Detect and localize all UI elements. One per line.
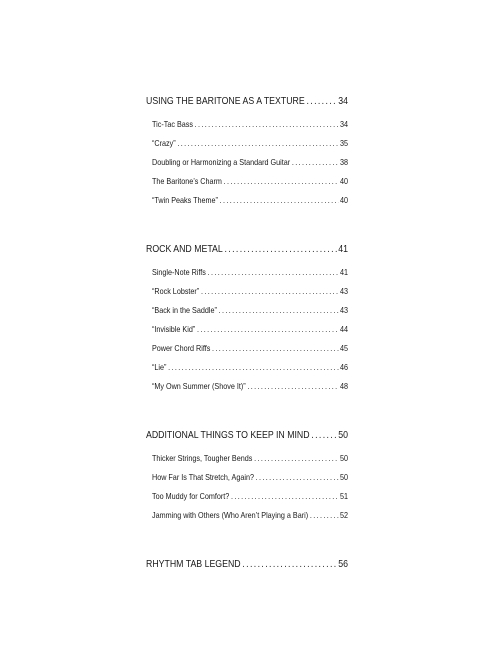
entry-page-number: 52 [339,510,349,520]
entry-title: “Invisible Kid” [152,324,196,334]
entry-page-number: 51 [339,491,349,501]
entry-title: Single-Note Riffs [152,267,206,277]
toc-entry [152,282,354,301]
entry-page-number: 50 [339,453,349,463]
entry-title: “Crazy” [152,138,176,148]
dot-leader [220,191,339,210]
toc-entry [152,191,354,210]
dot-leader [177,134,338,153]
section-title: RHYTHM TAB LEGEND [146,559,241,570]
dot-leader [201,282,338,301]
dot-leader [247,377,338,396]
section-heading [146,426,348,446]
dot-leader [208,263,339,282]
entry-title: Thicker Strings, Tougher Bends [152,453,253,463]
entry-page-number: 43 [339,305,349,315]
toc-entry [152,449,354,468]
dot-leader [310,506,338,525]
section-heading [146,240,348,260]
section-title: ADDITIONAL THINGS TO KEEP IN MIND [146,430,310,441]
toc-entry [152,320,354,339]
entry-page-number: 50 [339,472,349,482]
entry-title: “Rock Lobster” [152,286,200,296]
dot-leader [212,339,338,358]
section-page-number: 34 [338,96,349,107]
entry-title: The Baritone’s Charm [152,176,222,186]
dot-leader [224,172,339,191]
toc-entry [152,358,354,377]
toc-entry [152,153,354,172]
dot-leader [311,426,336,446]
toc-entry [152,134,354,153]
toc-entry [152,487,354,506]
toc-entry [152,301,354,320]
dot-leader [197,320,338,339]
entry-page-number: 48 [339,381,349,391]
dot-leader [219,301,339,320]
entry-page-number: 34 [339,119,349,129]
entry-title: Jamming with Others (Who Aren’t Playing a Bari) [152,510,309,520]
table-of-contents [146,92,348,605]
entry-page-number: 35 [339,138,349,148]
toc-entry [152,506,354,525]
entry-title: Too Muddy for Comfort? [152,491,230,501]
dot-leader [306,92,336,112]
section-page-number: 41 [338,244,349,255]
toc-entry [152,172,354,191]
section-heading [146,555,348,575]
section-heading [146,92,348,112]
section-title: USING THE BARITONE AS A TEXTURE [146,96,305,107]
entry-title: Tic-Tac Bass [152,119,193,129]
entry-title: “Twin Peaks Theme” [152,195,218,205]
entry-page-number: 45 [339,343,349,353]
toc-section-rock-metal [146,240,348,396]
entry-page-number: 43 [339,286,349,296]
entry-page-number: 44 [339,324,349,334]
entry-title: “My Own Summer (Shove It)” [152,381,246,391]
entry-title: “Back in the Saddle” [152,305,217,315]
dot-leader [242,555,336,575]
toc-section-rhythm-tab [146,555,348,575]
dot-leader [254,449,338,468]
entry-title: How Far Is That Stretch, Again? [152,472,254,482]
entry-page-number: 41 [339,267,349,277]
entry-title: “Lie” [152,362,167,372]
dot-leader [292,153,338,172]
toc-entry [152,263,354,282]
section-title: ROCK AND METAL [146,244,223,255]
dot-leader [256,468,339,487]
dot-leader [224,240,336,260]
section-page-number: 56 [338,559,349,570]
toc-section-additional [146,426,348,525]
entry-page-number: 38 [339,157,349,167]
toc-entry [152,115,354,134]
toc-entry [152,377,354,396]
entry-page-number: 46 [339,362,349,372]
dot-leader [195,115,339,134]
dot-leader [231,487,338,506]
entry-page-number: 40 [339,195,349,205]
toc-entry [152,339,354,358]
toc-entry [152,468,354,487]
section-page-number: 50 [338,430,349,441]
dot-leader [168,358,338,377]
entry-title: Power Chord Riffs [152,343,211,353]
entry-title: Doubling or Harmonizing a Standard Guitar [152,157,291,167]
entry-page-number: 40 [339,176,349,186]
toc-section-texture [146,92,348,210]
